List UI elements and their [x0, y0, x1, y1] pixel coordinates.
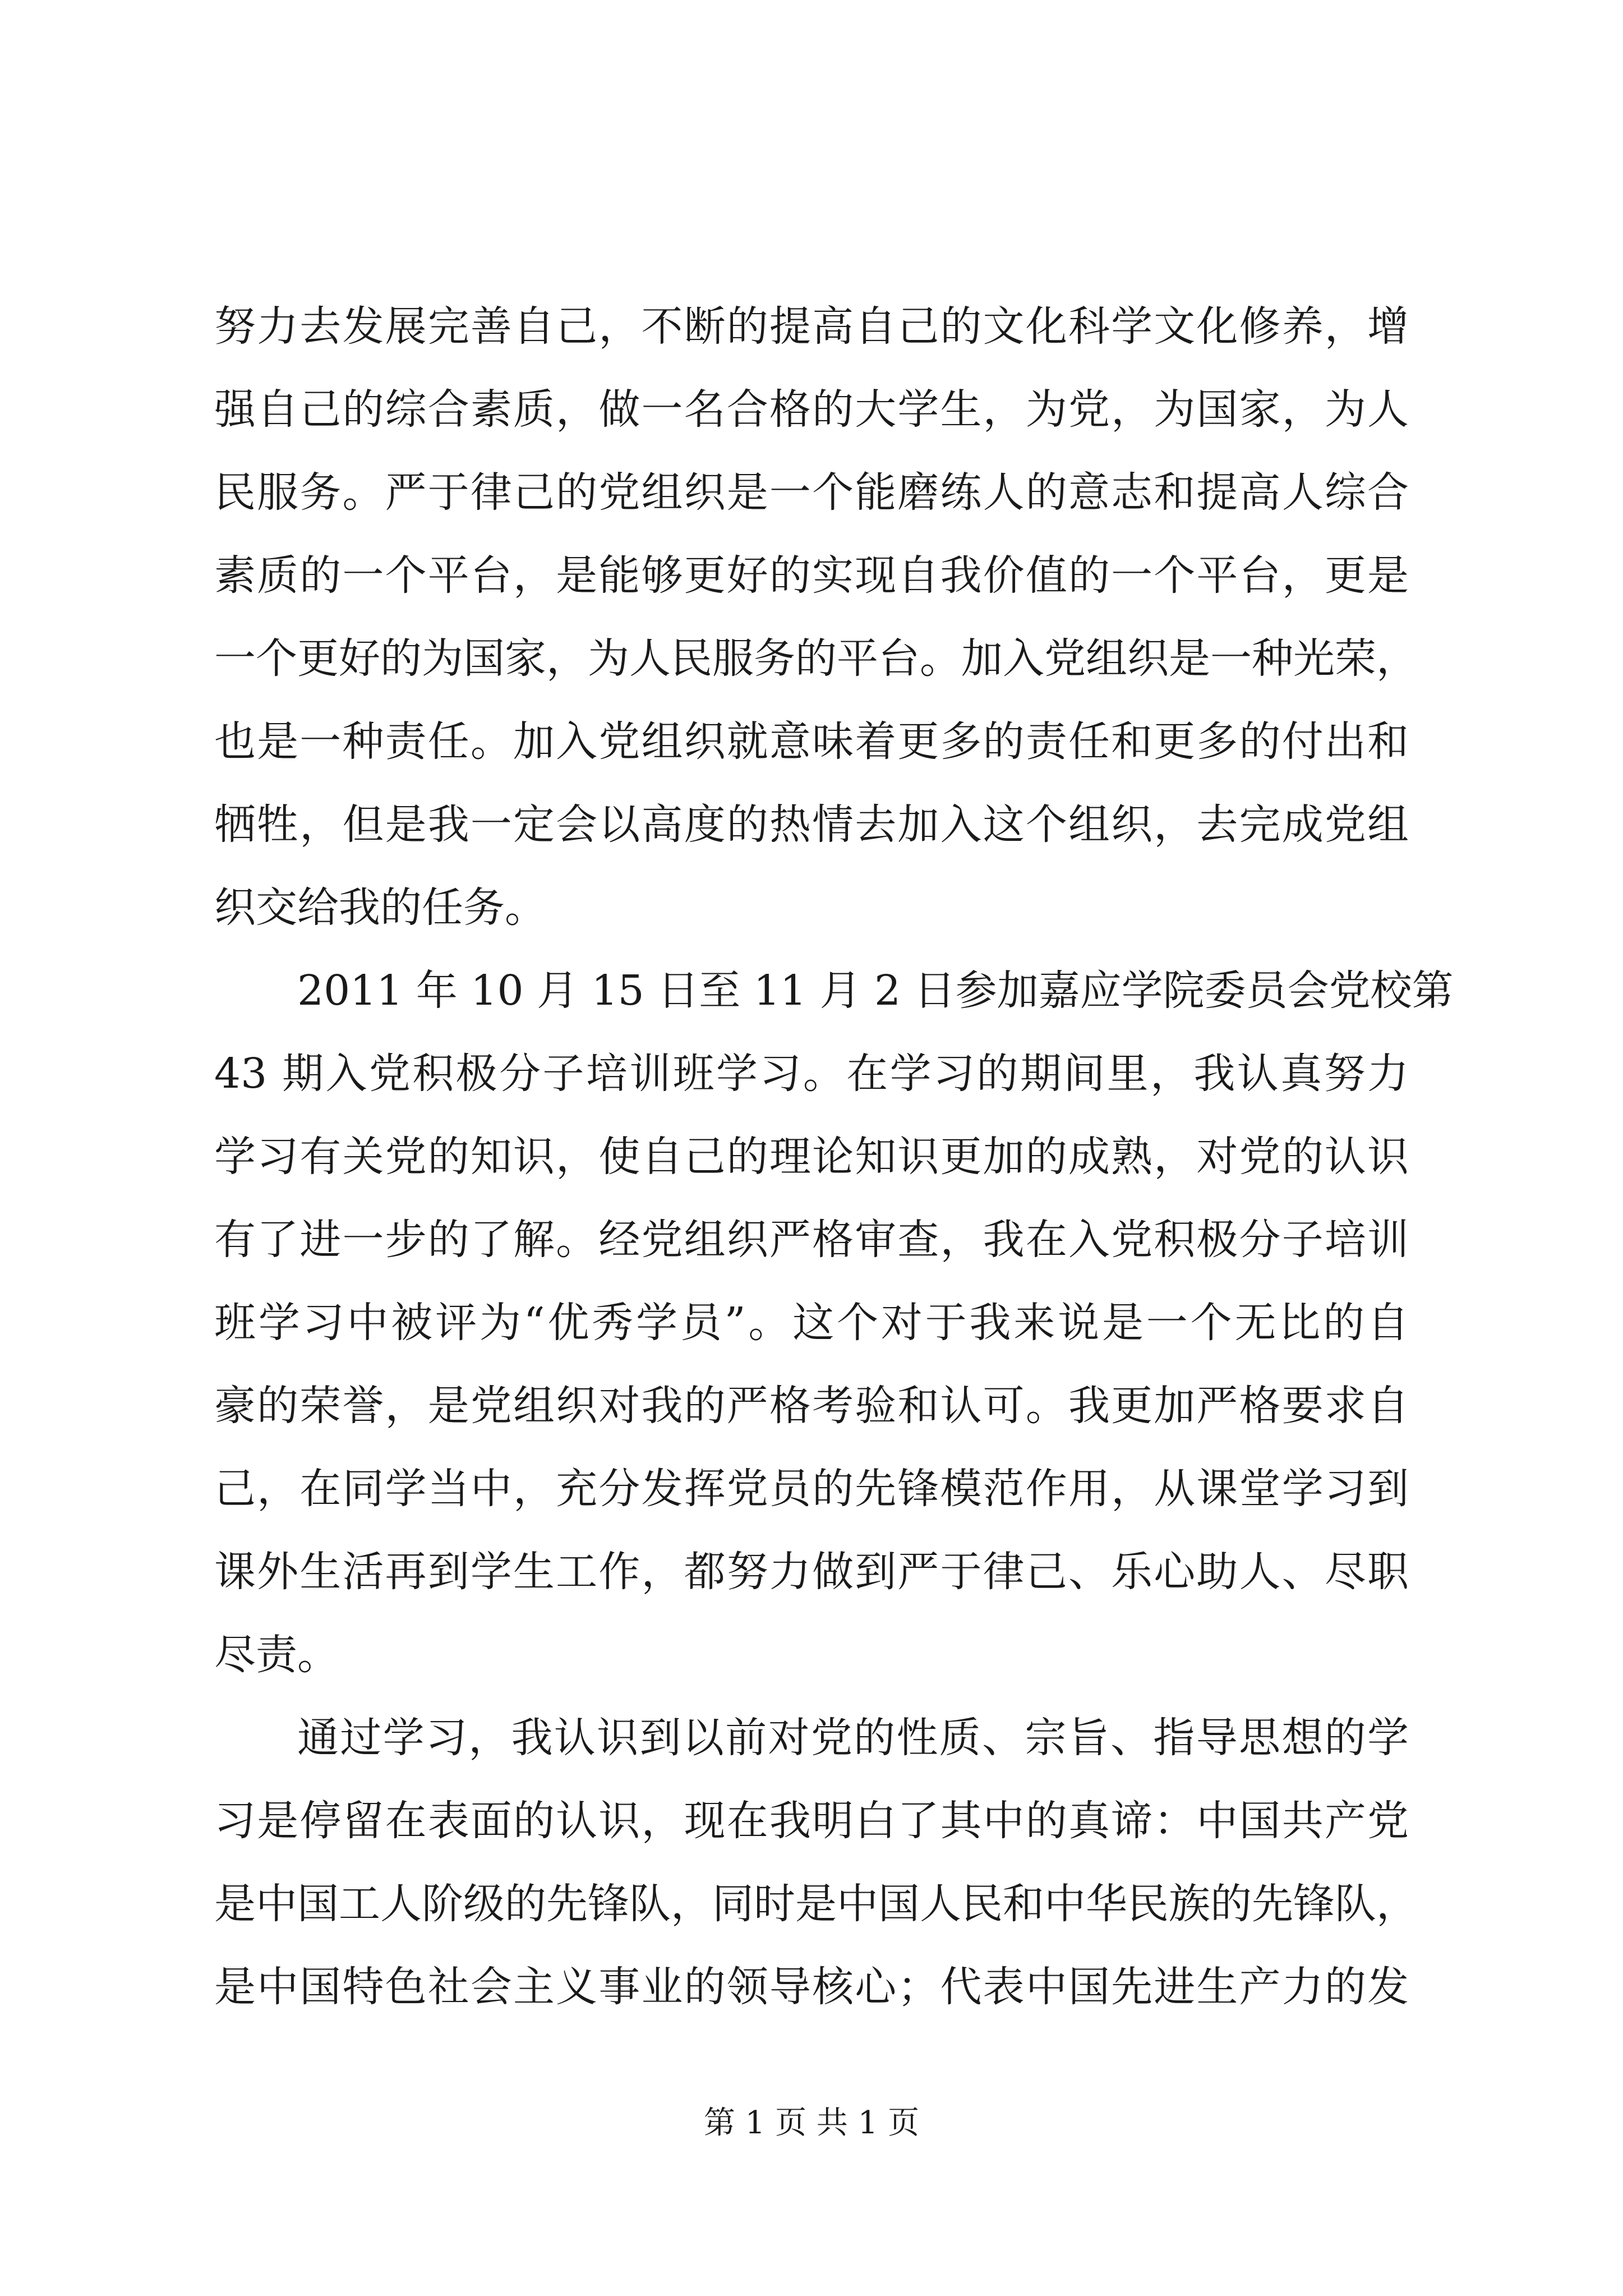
paragraph-1-line-3: 民服务。严于律己的党组织是一个能磨练人的意志和提高人综合: [214, 468, 1409, 517]
paragraph-2-line-9: 尽责。: [214, 1631, 339, 1679]
page-footer: 第 1 页 共 1 页: [703, 2105, 920, 2141]
paragraph-1-line-8: 织交给我的任务。: [214, 884, 546, 932]
paragraph-2-line-3: 学习有关党的知识，使自己的理论知识更加的成熟，对党的认识: [214, 1133, 1409, 1181]
paragraph-2-line-1: 2011 年 10 月 15 日至 11 月 2 日参加嘉应学院委员会党校第: [297, 967, 1454, 1015]
paragraph-1-line-7: 牺牲，但是我一定会以高度的热情去加入这个组织，去完成党组: [214, 800, 1409, 849]
paragraph-2-line-6: 豪的荣誉，是党组织对我的严格考验和认可。我更加严格要求自: [214, 1382, 1409, 1430]
paragraph-1-line-1: 努力去发展完善自己，不断的提高自己的文化科学文化修养，增: [214, 302, 1409, 351]
paragraph-3-line-3: 是中国工人阶级的先锋队，同时是中国人民和中华民族的先锋队，: [214, 1880, 1418, 1928]
paragraph-1-line-4: 素质的一个平台，是能够更好的实现自我价值的一个平台，更是: [214, 551, 1409, 600]
paragraph-2-line-2: 43 期入党积极分子培训班学习。在学习的期间里，我认真努力: [214, 1050, 1409, 1098]
paragraph-2-line-5: 班学习中被评为“优秀学员”。这个对于我来说是一个无比的自: [214, 1299, 1409, 1347]
paragraph-1-line-2: 强自己的综合素质，做一名合格的大学生，为党，为国家，为人: [214, 385, 1409, 434]
paragraph-2-line-8: 课外生活再到学生工作，都努力做到严于律己、乐心助人、尽职: [214, 1548, 1409, 1596]
paragraph-1-line-6: 也是一种责任。加入党组织就意味着更多的责任和更多的付出和: [214, 717, 1409, 766]
paragraph-3-line-4: 是中国特色社会主义事业的领导核心；代表中国先进生产力的发: [214, 1963, 1409, 2011]
paragraph-3-line-1: 通过学习，我认识到以前对党的性质、宗旨、指导思想的学: [297, 1714, 1409, 1762]
paragraph-3-line-2: 习是停留在表面的认识，现在我明白了其中的真谛：中国共产党: [214, 1797, 1409, 1845]
paragraph-2-line-7: 己，在同学当中，充分发挥党员的先锋模范作用，从课堂学习到: [214, 1465, 1409, 1513]
paragraph-2-line-4: 有了进一步的了解。经党组织严格审查，我在入党积极分子培训: [214, 1216, 1409, 1264]
paragraph-1-line-5: 一个更好的为国家，为人民服务的平台。加入党组织是一种光荣，: [214, 634, 1418, 683]
